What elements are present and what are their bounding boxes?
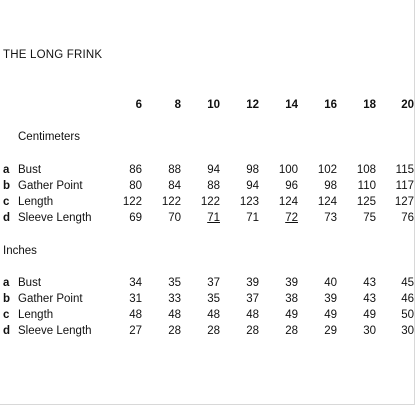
table-cell: 76 [401, 212, 414, 224]
size-header-10: 10 [207, 99, 220, 111]
row-letter: d [3, 325, 11, 337]
row-letter: a [3, 164, 10, 176]
section-label-inches: Inches [3, 245, 37, 257]
table-cell: 38 [285, 293, 298, 305]
table-cell: 43 [363, 293, 376, 305]
table-cell: 28 [168, 325, 181, 337]
table-cell: 100 [278, 164, 298, 176]
table-cell: 35 [207, 293, 220, 305]
table-cell: 70 [168, 212, 181, 224]
size-header-12: 12 [246, 99, 259, 111]
table-cell: 98 [324, 180, 337, 192]
table-cell: 29 [324, 325, 337, 337]
table-cell: 35 [168, 277, 181, 289]
table-cell: 27 [129, 325, 142, 337]
table-cell: 80 [129, 180, 142, 192]
table-cell: 48 [246, 309, 259, 321]
size-header-18: 18 [363, 99, 376, 111]
table-cell: 49 [285, 309, 298, 321]
table-cell: 49 [324, 309, 337, 321]
table-cell: 124 [278, 196, 298, 208]
table-cell: 31 [129, 293, 142, 305]
table-cell: 37 [207, 277, 220, 289]
row-name-length: Length [18, 309, 54, 321]
table-cell: 69 [129, 212, 142, 224]
table-cell: 46 [401, 293, 414, 305]
size-header-8: 8 [174, 99, 181, 111]
table-cell: 124 [317, 196, 337, 208]
table-cell: 122 [161, 196, 181, 208]
table-cell: 102 [317, 164, 337, 176]
table-cell: 30 [401, 325, 414, 337]
table-cell: 28 [207, 325, 220, 337]
table-cell: 48 [129, 309, 142, 321]
table-cell: 30 [363, 325, 376, 337]
table-cell: 88 [207, 180, 220, 192]
table-cell: 88 [168, 164, 181, 176]
row-letter: a [3, 277, 10, 289]
size-header-16: 16 [324, 99, 337, 111]
row-letter: b [3, 293, 11, 305]
table-cell: 127 [394, 196, 414, 208]
table-cell-underlined: 72 [285, 212, 298, 224]
table-cell: 28 [246, 325, 259, 337]
table-cell: 34 [129, 277, 142, 289]
table-cell: 94 [246, 180, 259, 192]
row-name-bust: Bust [18, 277, 42, 289]
table-cell: 122 [122, 196, 142, 208]
table-cell: 33 [168, 293, 181, 305]
table-cell: 39 [324, 293, 337, 305]
row-letter: c [3, 309, 10, 321]
table-cell: 39 [246, 277, 259, 289]
table-cell: 50 [401, 309, 414, 321]
table-cell: 84 [168, 180, 181, 192]
table-cell: 108 [356, 164, 376, 176]
row-letter: c [3, 196, 10, 208]
table-cell: 98 [246, 164, 259, 176]
size-header-20: 20 [401, 99, 414, 111]
row-name-sleeve-length: Sleeve Length [18, 212, 92, 224]
table-cell: 43 [363, 277, 376, 289]
table-cell: 71 [246, 212, 259, 224]
table-cell: 48 [168, 309, 181, 321]
table-cell: 48 [207, 309, 220, 321]
row-name-gather-point: Gather Point [18, 293, 83, 305]
page-title: THE LONG FRINK [3, 49, 103, 61]
table-cell: 94 [207, 164, 220, 176]
table-cell: 86 [129, 164, 142, 176]
size-header-6: 6 [135, 99, 142, 111]
row-name-gather-point: Gather Point [18, 180, 83, 192]
row-name-sleeve-length: Sleeve Length [18, 325, 92, 337]
table-cell: 117 [395, 180, 414, 192]
row-letter: b [3, 180, 11, 192]
table-cell: 39 [285, 277, 298, 289]
table-cell: 49 [363, 309, 376, 321]
table-cell: 73 [324, 212, 337, 224]
table-cell: 40 [324, 277, 337, 289]
table-cell: 125 [356, 196, 376, 208]
section-label-centimeters: Centimeters [18, 131, 80, 143]
table-cell: 37 [246, 293, 259, 305]
row-letter: d [3, 212, 11, 224]
table-cell: 96 [285, 180, 298, 192]
table-cell: 122 [200, 196, 220, 208]
table-cell: 75 [363, 212, 376, 224]
table-cell: 115 [395, 164, 414, 176]
row-name-bust: Bust [18, 164, 42, 176]
table-cell: 110 [357, 180, 376, 192]
table-cell-underlined: 71 [207, 212, 220, 224]
table-cell: 28 [285, 325, 298, 337]
table-cell: 45 [401, 277, 414, 289]
size-header-14: 14 [285, 99, 298, 111]
row-name-length: Length [18, 196, 54, 208]
table-cell: 123 [239, 196, 259, 208]
